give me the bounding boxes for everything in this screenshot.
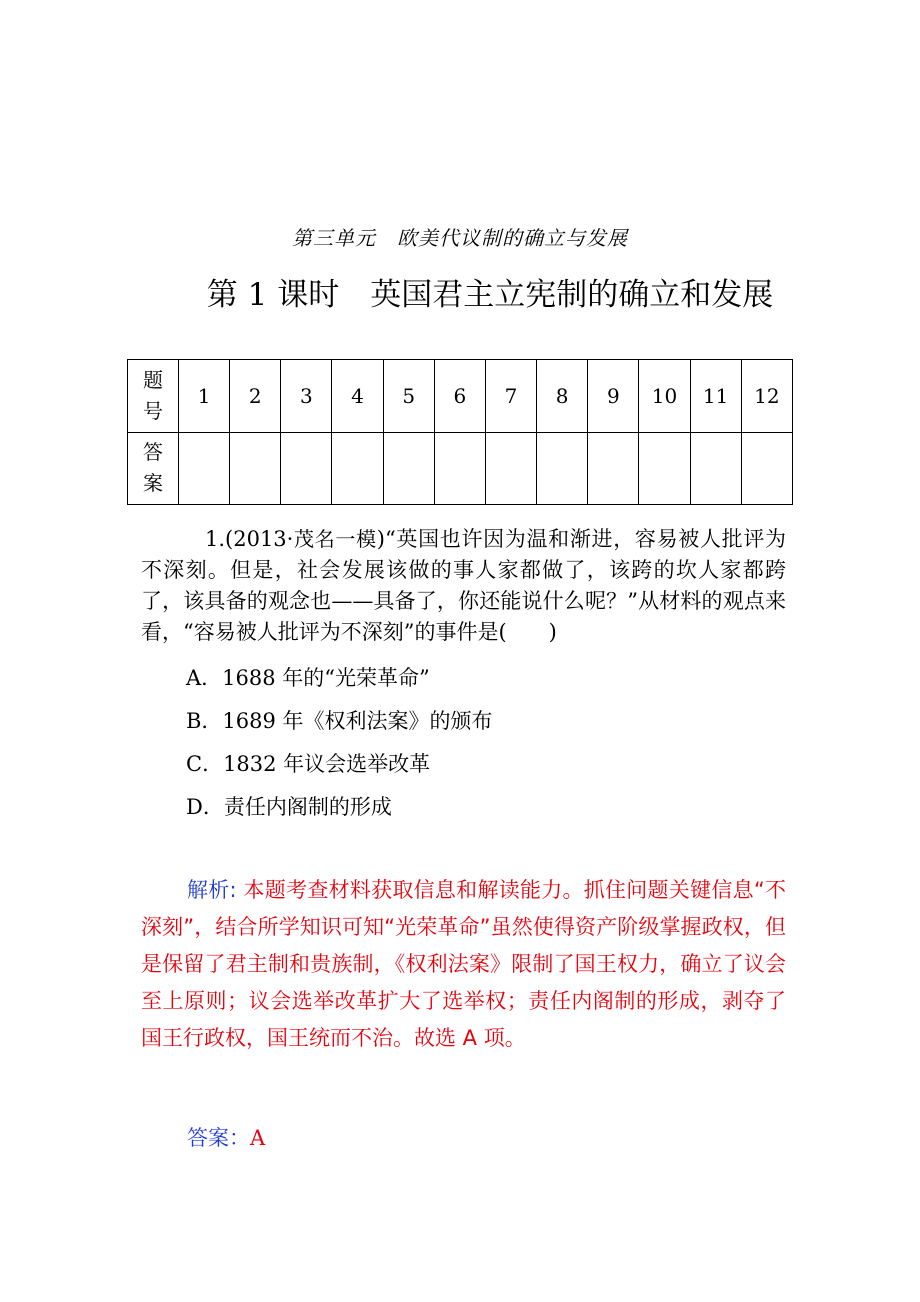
number-cell: 12 <box>741 360 792 433</box>
answer-cell[interactable] <box>332 432 383 505</box>
answer-cell[interactable] <box>281 432 332 505</box>
lesson-title: 第 1 课时 英国君主立宪制的确立和发展 <box>206 277 774 313</box>
answer-value: A <box>250 1126 266 1150</box>
answer-cell[interactable] <box>690 432 741 505</box>
answer-cell[interactable] <box>639 432 690 505</box>
number-row <box>128 360 793 433</box>
answer-cell[interactable] <box>588 432 639 505</box>
answer-cell[interactable] <box>230 432 281 505</box>
number-header-char-2: 号 <box>143 398 163 423</box>
answer-cell[interactable] <box>485 432 536 505</box>
number-cell: 5 <box>383 360 434 433</box>
answer-line <box>187 1122 265 1152</box>
analysis-paragraph <box>141 872 786 1057</box>
answer-header-char-1: 答 <box>143 440 163 465</box>
answer-cell[interactable] <box>741 432 792 505</box>
analysis-label: 解析: <box>187 878 237 902</box>
answer-header-char-2: 案 <box>143 471 163 496</box>
option-b[interactable]: B．1689 年《权利法案》的颁布 <box>186 709 493 733</box>
question-number: 1.(2013· <box>205 527 294 551</box>
option-d[interactable]: D．责任内阁制的形成 <box>186 795 392 819</box>
answer-header-cell <box>128 432 179 505</box>
answer-cell[interactable] <box>537 432 588 505</box>
option-c[interactable]: C．1832 年议会选举改革 <box>186 752 431 776</box>
number-cell: 4 <box>332 360 383 433</box>
number-cell: 6 <box>434 360 485 433</box>
number-header-char-1: 题 <box>143 367 163 392</box>
number-cell: 7 <box>485 360 536 433</box>
question-source: 茂名一模 <box>293 527 377 551</box>
analysis-text: 本题考查材料获取信息和解读能力。抓住问题关键信息“不深刻”，结合所学知识可知“光荣革命”虽然使得资产阶级掌握政权，但是保留了君主制和贵族制，《权利法案》限制了国王权力，确立了议会至上原则；议会选举改革扩大了选举权；责任内阁制的形成，剥夺了国王行政权，国王统而不治。故选 A 项。 <box>141 878 786 1050</box>
question-stem <box>141 524 786 648</box>
number-cell: 3 <box>281 360 332 433</box>
unit-title: 第三单元 欧美代议制的确立与发展 <box>292 226 628 250</box>
answer-cell[interactable] <box>383 432 434 505</box>
number-cell: 9 <box>588 360 639 433</box>
number-cell: 1 <box>179 360 230 433</box>
number-cell: 10 <box>639 360 690 433</box>
answer-row <box>128 432 793 505</box>
number-header-cell <box>128 360 179 433</box>
answer-label: 答案： <box>187 1126 250 1150</box>
number-cell: 2 <box>230 360 281 433</box>
answer-cell[interactable] <box>179 432 230 505</box>
option-a[interactable]: A．1688 年的“光荣革命” <box>186 666 430 690</box>
number-cell: 11 <box>690 360 741 433</box>
number-cell: 8 <box>537 360 588 433</box>
question-text: )“英国也许因为温和渐进，容易被人批评为不深刻。但是，社会发展该做的事人家都做了，该跨的坎人家都跨了，该具备的观念也——具备了，你还能说什么呢？”从材料的观点来看，“容易被人批评为不深刻”的事件是( ) <box>141 527 786 644</box>
answer-grid <box>127 359 793 505</box>
answer-cell[interactable] <box>434 432 485 505</box>
